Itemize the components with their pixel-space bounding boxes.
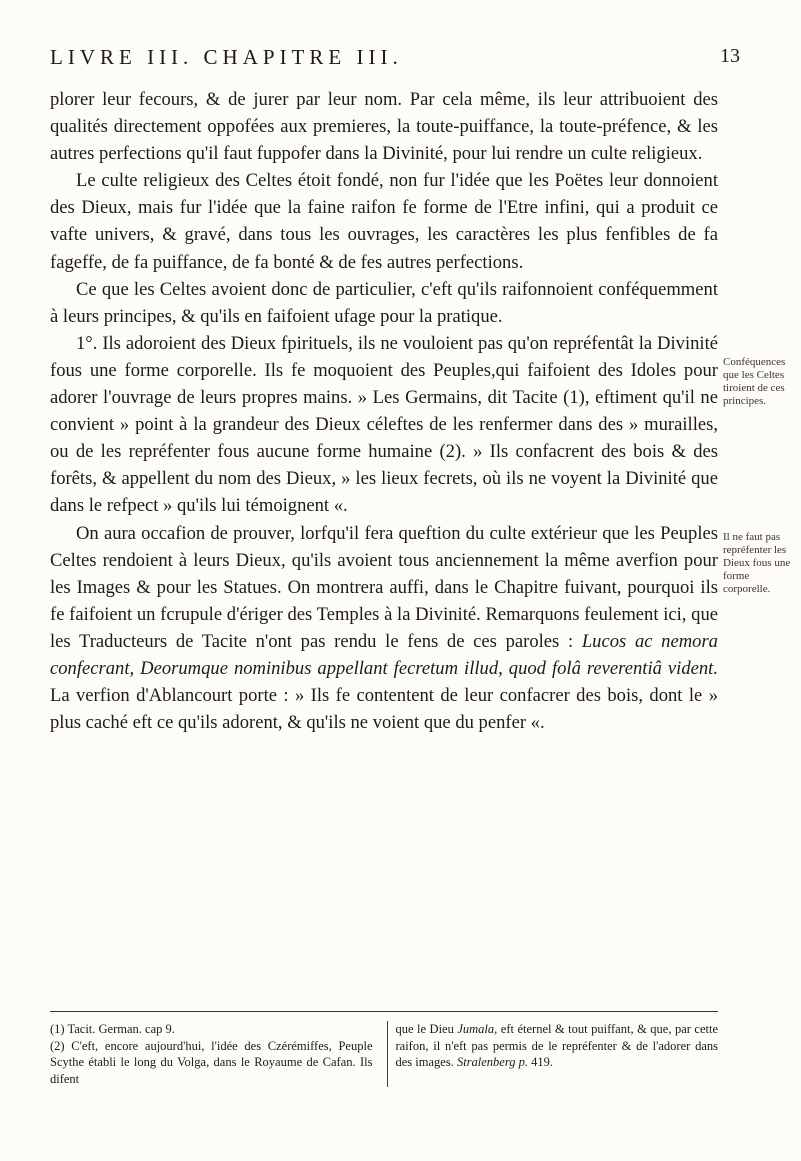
text-span: que le Dieu	[395, 1022, 454, 1036]
footnote: (1) Tacit. German. cap 9.	[50, 1022, 175, 1036]
footnote: (2) C'eft, encore aujourd'hui, l'idée des Czérémiffes, Peuple Scythe établi le long du Volga, dans le Royaume de Cafan. Ils difent	[50, 1038, 373, 1086]
paragraph: Ce que les Celtes avoient donc de particulier, c'eft qu'ils raifonnoient conféquemment à leurs principes, & qu'ils en faifoient ufage pour la pratique.	[50, 278, 718, 327]
paragraph: plorer leur fecours, & de jurer par leur nom. Par cela même, ils leur attribuoient des qualités directement oppofées aux premieres, la toute-puiffance, la toute-préfence, & les autres perfections qu'il faut fuppofer dans la Divinité, pour lui rendre un culte religieux.	[50, 89, 718, 165]
footnote-column-right	[387, 1021, 719, 1087]
latin-quote: Lucos ac nemora confecrant, Deorumque nominibus appellant fecretum illud, quod folâ reverentiâ vident.	[50, 630, 718, 679]
paragraph	[50, 520, 718, 737]
italic-term: Jumala	[457, 1022, 495, 1036]
running-header	[50, 45, 740, 75]
main-text	[50, 86, 718, 736]
text-span: , eft éternel & tout puiffant, & que, par cette raifon, il n'eft pas permis de le repréfenter & de l'adorer dans des images.	[395, 1022, 718, 1069]
footnote-column-left	[50, 1021, 387, 1087]
citation: Stralenberg p.	[456, 1055, 529, 1069]
citation-page: 419.	[531, 1055, 554, 1069]
footnote-divider	[50, 1011, 718, 1012]
running-title: LIVRE III. CHAPITRE III.	[50, 45, 403, 69]
page-number: 13	[720, 45, 740, 67]
footnote	[396, 1021, 719, 1071]
text-span: La verfion d'Ablancourt porte : » Ils fe contentent de leur confacrer des bois, dont le » plus caché eft ce qu'ils adorent, & qu'ils ne voient que du penfer «.	[50, 685, 718, 734]
footnotes	[50, 1021, 718, 1087]
text-span: On aura occafion de prouver, lorfqu'il fera queftion du culte extérieur que les Peuples Celtes rendoient à leurs Dieux, qu'ils avoient tous anciennement la même averfion pour les Images & pour les Statues. On montrera auffi, dans le Chapitre fuivant, pourquoi ils fe faifoient un fcrupule d'ériger des Temples à la Divinité. Remarquons feulement ici, que les Traducteurs de Tacite n'ont pas rendu le fens de ces paroles :	[50, 522, 718, 652]
margin-note: Il ne faut pas repréfenter les Dieux fous une forme corporelle.	[723, 531, 791, 595]
paragraph: 1°. Ils adoroient des Dieux fpirituels, ils ne vouloient pas qu'on repréfentât la Divinité fous une forme corporelle. Ils fe moquoient des Peuples,qui faifoient des Idoles pour adorer l'ouvrage de leurs propres mains. » Les Germains, dit Tacite (1), eftiment qu'il ne convient » point à la grandeur des Dieux céleftes de les renfermer dans des » murailles, ou de les repréfenter fous aucune forme humaine (2). » Ils confacrent des bois & des forêts, & appellent du nom des Dieux, » les lieux fecrets, où ils ne voyent la Divinité que dans le refpect » qu'ils lui témoignent «.	[50, 332, 718, 517]
paragraph: Le culte religieux des Celtes étoit fondé, non fur l'idée que les Poëtes leur donnoient des Dieux, mais fur l'idée que la faine raifon fe forme de l'Etre infini, qui a produit ce vafte univers, & gravé, dans tous les ouvrages, les caractères les plus fenfibles de fa fageffe, de fa puiffance, de fa bonté & de fes autres perfections.	[50, 170, 718, 273]
margin-note: Conféquences que les Celtes tiroient de ces principes.	[723, 356, 786, 407]
